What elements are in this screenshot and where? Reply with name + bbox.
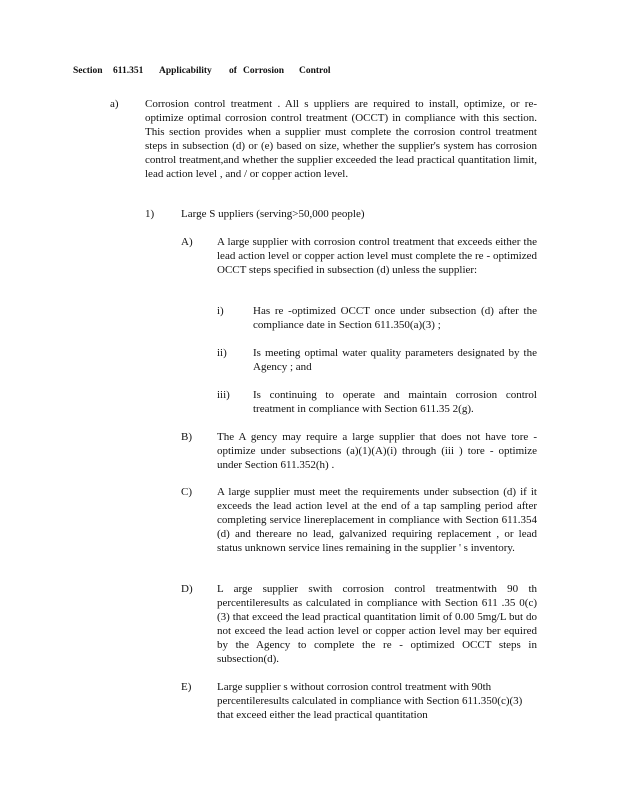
item-A-marker: A): [181, 236, 193, 248]
section-label: Section: [73, 66, 103, 76]
item-iii-marker: iii): [217, 389, 230, 401]
item-C-text: A large supplier must meet the requirements under subsection (d) if it exceeds the lead action level at the end of a tap sampling period after completing service linereplacement in compliance with Section 611.354 (d) and thereare no lead, galvanized requiring replacement , or lead status unknown service lines remaining in the supplier ' s inventory.: [217, 486, 537, 554]
section-title-word: Corrosion: [243, 66, 284, 76]
item-B-text: The A gency may require a large supplier that does not have tore - optimize under subsections (a)(1)(A)(i) through (iii ) tore - optimize under Section 611.352(h) .: [217, 431, 537, 471]
section-title-word: Applicability: [159, 66, 212, 76]
item-E-marker: E): [181, 681, 192, 693]
item-iii-text: Is continuing to operate and maintain corrosion control treatment in compliance with Section 611.35 2(g).: [253, 389, 537, 415]
section-title-word: of: [229, 66, 237, 76]
item-1-marker: 1): [145, 208, 155, 220]
item-E-text: Large supplier s without corrosion control treatment with 90th percentileresults calculated in compliance with Section 611.350(c)(3) that exceed either the lead practical quantitation: [217, 681, 523, 721]
section-title-word: Control: [299, 66, 331, 76]
item-D-text: L arge supplier swith corrosion control treatmentwith 90 th percentileresults as calculated in compliance with Section 611 .35 0(c)(3) that exceed the lead practical quantitation limit of 0.00 5mg/L but do not exceed the lead action level or copper action level may ber equired by the Agency to complete the re - optimized OCCT steps in subsection(d).: [217, 583, 537, 665]
subsection-a-text: Corrosion control treatment . All s uppliers are required to install, optimize, or re-optimize optimal corrosion control treatment (OCCT) in compliance with this section. This section provides when a supplier must complete the corrosion control treatment steps in subsection (d) or (e) based on size, whether the supplier's system has corrosion control treatment,and whether the supplier exceeded the lead practical quantitation limit, lead action level , and / or copper action level.: [145, 98, 537, 180]
item-i-marker: i): [217, 305, 224, 317]
item-C-marker: C): [181, 486, 192, 498]
item-i-text: Has re -optimized OCCT once under subsection (d) after the compliance date in Section 611.350(a)(3) ;: [253, 305, 537, 331]
item-B-marker: B): [181, 431, 192, 443]
item-ii-marker: ii): [217, 347, 227, 359]
subsection-a-marker: a): [110, 98, 119, 110]
item-ii-text: Is meeting optimal water quality parameters designated by the Agency ; and: [253, 347, 537, 373]
item-D-marker: D): [181, 583, 193, 595]
item-1-text: Large S uppliers (serving>50,000 people): [181, 208, 365, 220]
section-number: 611.351: [113, 66, 144, 76]
item-A-text: A large supplier with corrosion control treatment that exceeds either the lead action level or copper action level must complete the re - optimized OCCT steps specified in subsection (d) unless the supplier:: [217, 236, 537, 276]
